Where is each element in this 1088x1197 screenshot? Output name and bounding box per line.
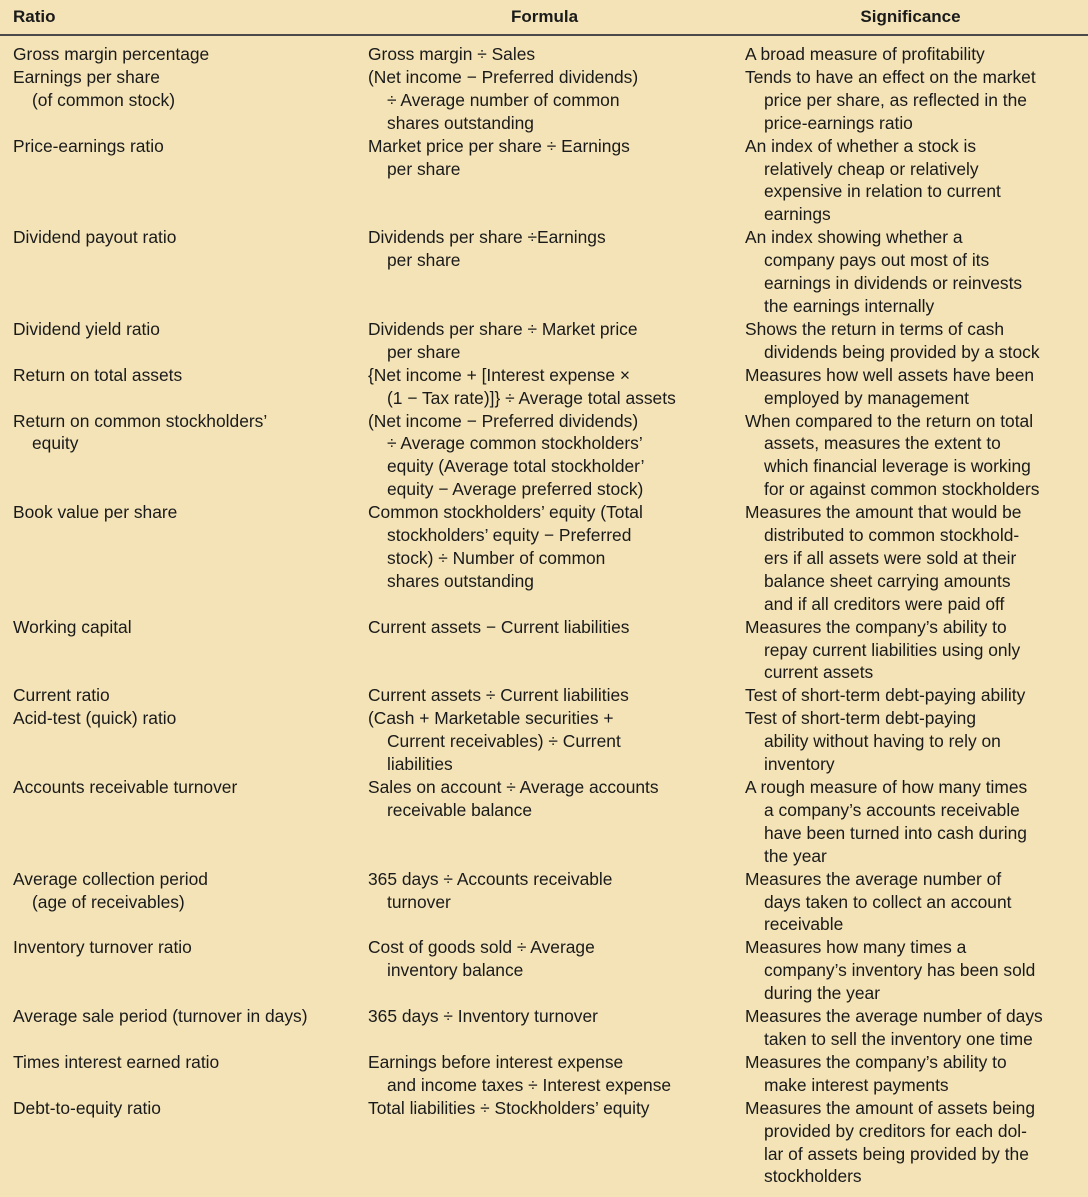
formula-cell-line: 365 days ÷ Accounts receivable xyxy=(368,868,613,889)
ratio-cell xyxy=(0,868,356,937)
ratio-cell-line: Inventory turnover ratio xyxy=(13,937,192,958)
ratio-cell-line: Debt-to-equity ratio xyxy=(13,1097,161,1118)
significance-cell-line: Shows the return in terms of cash xyxy=(745,318,1005,339)
significance-cell-line: for or against common stockholders xyxy=(764,479,1040,500)
significance-cell xyxy=(733,776,1088,868)
formula-cell-line: and income taxes ÷ Interest expense xyxy=(387,1074,672,1095)
ratio-cell-line: Return on total assets xyxy=(13,364,183,385)
header-row xyxy=(0,0,1088,35)
ratio-cell xyxy=(0,226,356,318)
ratio-cell xyxy=(0,707,356,776)
table-row xyxy=(0,1005,1088,1051)
significance-cell-line: during the year xyxy=(764,983,881,1004)
ratio-cell-line: Average sale period (turnover in days) xyxy=(13,1006,308,1027)
formula-cell-line: shares outstanding xyxy=(387,112,534,133)
formula-cell xyxy=(356,66,733,135)
table-row xyxy=(0,868,1088,937)
significance-cell-line: assets, measures the extent to xyxy=(764,433,1001,454)
formula-cell xyxy=(356,936,733,1005)
significance-cell-line: and if all creditors were paid off xyxy=(764,593,1005,614)
significance-cell-line: lar of assets being provided by the xyxy=(764,1143,1029,1164)
formula-cell xyxy=(356,35,733,66)
significance-cell-line: An index of whether a stock is xyxy=(745,135,977,156)
formula-cell-line: Sales on account ÷ Average accounts xyxy=(368,777,659,797)
formula-cell xyxy=(356,226,733,318)
table-row xyxy=(0,936,1088,1005)
formula-cell-line: liabilities xyxy=(387,754,453,775)
significance-cell xyxy=(733,868,1088,937)
formula-cell xyxy=(356,135,733,227)
formula-cell xyxy=(356,776,733,868)
significance-cell-line: Test of short-term debt-paying ability xyxy=(745,685,1026,706)
formula-cell-line: 365 days ÷ Inventory turnover xyxy=(368,1006,598,1027)
formula-cell-line: Earnings before interest expense xyxy=(368,1051,624,1072)
formula-cell xyxy=(356,684,733,707)
significance-cell-line: taken to sell the inventory one time xyxy=(764,1028,1033,1049)
table-header xyxy=(0,0,1088,35)
ratio-cell xyxy=(0,501,356,616)
ratio-cell xyxy=(0,936,356,1005)
significance-cell xyxy=(733,1005,1088,1051)
significance-cell xyxy=(733,135,1088,227)
significance-cell xyxy=(733,501,1088,616)
formula-cell-line: Current assets − Current liabilities xyxy=(368,616,630,637)
formula-cell-line: Dividends per share ÷ Market price xyxy=(368,318,638,339)
significance-cell-line: Measures the amount of assets being xyxy=(745,1097,1036,1118)
ratio-cell-line: Price-earnings ratio xyxy=(13,135,164,156)
significance-cell xyxy=(733,318,1088,364)
significance-cell-line: earnings in dividends or reinvests xyxy=(764,273,1023,294)
ratio-cell-line: Book value per share xyxy=(13,502,178,523)
ratio-cell-line: Current ratio xyxy=(13,685,110,706)
significance-cell-line: Measures the company’s ability to xyxy=(745,616,1007,637)
significance-cell xyxy=(733,364,1088,410)
ratio-cell-line: Acid-test (quick) ratio xyxy=(13,708,177,729)
formula-cell-line: Cost of goods sold ÷ Average xyxy=(368,937,595,958)
significance-cell-line: Measures the amount that would be xyxy=(745,502,1022,523)
significance-cell-line: stockholders xyxy=(764,1166,862,1187)
significance-cell xyxy=(733,1051,1088,1097)
formula-cell-line: per share xyxy=(387,158,461,179)
significance-cell-line: A broad measure of profitability xyxy=(745,44,985,64)
significance-cell-line: employed by management xyxy=(764,387,969,408)
formula-cell-line: {Net income + [Interest expense × xyxy=(368,364,630,385)
formula-cell xyxy=(356,501,733,616)
ratio-cell-line: (of common stock) xyxy=(32,89,176,110)
significance-cell xyxy=(733,707,1088,776)
formula-cell-line: Common stockholders’ equity (Total xyxy=(368,502,643,523)
significance-cell-line: repay current liabilities using only xyxy=(764,639,1021,660)
formula-cell-line: Market price per share ÷ Earnings xyxy=(368,135,630,156)
formula-cell xyxy=(356,868,733,937)
significance-cell xyxy=(733,35,1088,66)
formula-cell-line: (Net income − Preferred dividends) xyxy=(368,410,639,431)
table-row xyxy=(0,226,1088,318)
formula-cell-line: receivable balance xyxy=(387,799,533,820)
significance-cell-line: inventory xyxy=(764,754,835,775)
significance-cell-line: earnings xyxy=(764,204,831,225)
significance-cell-line: ers if all assets were sold at their xyxy=(764,547,1017,568)
significance-cell xyxy=(733,66,1088,135)
significance-cell-line: price-earnings ratio xyxy=(764,112,913,133)
ratio-cell-line: Dividend yield ratio xyxy=(13,318,160,339)
significance-cell-line: distributed to common stockhold- xyxy=(764,525,1020,546)
ratio-cell xyxy=(0,364,356,410)
ratio-cell-line: Accounts receivable turnover xyxy=(13,777,238,797)
significance-cell-line: Measures the average number of days xyxy=(745,1006,1043,1027)
significance-cell-line: the year xyxy=(764,845,827,866)
formula-cell xyxy=(356,707,733,776)
significance-cell xyxy=(733,226,1088,318)
significance-cell-line: have been turned into cash during xyxy=(764,822,1027,843)
formula-cell-line: turnover xyxy=(387,891,451,912)
table-row xyxy=(0,616,1088,685)
ratio-cell-line: Earnings per share xyxy=(13,66,160,87)
significance-cell-line: Measures the average number of xyxy=(745,868,1002,889)
formula-cell-line: Total liabilities ÷ Stockholders’ equity xyxy=(368,1097,650,1118)
significance-cell xyxy=(733,410,1088,502)
significance-cell-line: Measures how well assets have been xyxy=(745,364,1035,385)
ratio-cell xyxy=(0,66,356,135)
formula-cell xyxy=(356,1005,733,1051)
ratio-cell-line: equity xyxy=(32,433,79,454)
significance-cell-line: A rough measure of how many times xyxy=(745,777,1028,797)
table-row xyxy=(0,35,1088,66)
header-ratio: Ratio xyxy=(0,0,356,35)
ratio-cell xyxy=(0,1005,356,1051)
formula-cell-line: per share xyxy=(387,341,461,362)
significance-cell-line: Measures how many times a xyxy=(745,937,967,958)
header-formula: Formula xyxy=(356,0,733,35)
ratio-cell xyxy=(0,1097,356,1189)
significance-cell xyxy=(733,616,1088,685)
significance-cell-line: ability without having to rely on xyxy=(764,731,1001,752)
significance-cell-line: dividends being provided by a stock xyxy=(764,341,1040,362)
ratio-cell xyxy=(0,35,356,66)
significance-cell-line: make interest payments xyxy=(764,1074,949,1095)
ratio-cell xyxy=(0,616,356,685)
table-row xyxy=(0,776,1088,868)
table-row xyxy=(0,364,1088,410)
formula-cell-line: stockholders’ equity − Preferred xyxy=(387,525,632,546)
significance-cell-line: a company’s accounts receivable xyxy=(764,799,1020,820)
formula-cell xyxy=(356,1097,733,1189)
formula-cell-line: ÷ Average common stockholders’ xyxy=(387,433,643,454)
significance-cell-line: relatively cheap or relatively xyxy=(764,158,979,179)
ratio-cell xyxy=(0,1051,356,1097)
significance-cell xyxy=(733,1097,1088,1189)
formula-cell xyxy=(356,616,733,685)
ratio-cell-line: Return on common stockholders’ xyxy=(13,410,268,431)
ratio-cell xyxy=(0,318,356,364)
formula-cell-line: Current receivables) ÷ Current xyxy=(387,731,621,752)
significance-cell-line: current assets xyxy=(764,662,874,683)
significance-cell-line: expensive in relation to current xyxy=(764,181,1001,202)
table-row xyxy=(0,1097,1088,1189)
significance-cell-line: days taken to collect an account xyxy=(764,891,1012,912)
significance-cell xyxy=(733,684,1088,707)
ratio-cell xyxy=(0,684,356,707)
significance-cell-line: price per share, as reflected in the xyxy=(764,89,1027,110)
formula-cell xyxy=(356,1051,733,1097)
formula-cell-line: equity (Average total stockholder’ xyxy=(387,456,645,477)
ratio-cell xyxy=(0,135,356,227)
table-row xyxy=(0,1051,1088,1097)
ratio-cell xyxy=(0,776,356,868)
formula-cell-line: per share xyxy=(387,250,461,271)
formula-cell-line: equity − Average preferred stock) xyxy=(387,479,644,500)
significance-cell-line: Tends to have an effect on the market xyxy=(745,66,1036,87)
table-row xyxy=(0,707,1088,776)
table-row xyxy=(0,684,1088,707)
formula-cell xyxy=(356,410,733,502)
significance-cell-line: provided by creditors for each dol- xyxy=(764,1120,1027,1141)
significance-cell-line: When compared to the return on total xyxy=(745,410,1034,431)
ratio-cell-line: Times interest earned ratio xyxy=(13,1051,220,1072)
formula-cell-line: ÷ Average number of common xyxy=(387,89,620,110)
significance-cell-line: balance sheet carrying amounts xyxy=(764,570,1011,591)
significance-cell-line: Measures the company’s ability to xyxy=(745,1051,1007,1072)
table-row xyxy=(0,135,1088,227)
formula-cell-line: Gross margin ÷ Sales xyxy=(368,44,536,64)
table-body xyxy=(0,35,1088,1188)
table-row xyxy=(0,410,1088,502)
table-row xyxy=(0,501,1088,616)
header-significance: Significance xyxy=(733,0,1088,35)
significance-cell-line: the earnings internally xyxy=(764,295,935,316)
formula-cell-line: (Net income − Preferred dividends) xyxy=(368,66,639,87)
ratio-cell-line: (age of receivables) xyxy=(32,891,185,912)
significance-cell xyxy=(733,936,1088,1005)
formula-cell-line: Current assets ÷ Current liabilities xyxy=(368,685,629,706)
significance-cell-line: company’s inventory has been sold xyxy=(764,960,1036,981)
significance-cell-line: receivable xyxy=(764,914,844,935)
ratio-cell-line: Working capital xyxy=(13,616,132,637)
significance-cell-line: which financial leverage is working xyxy=(764,456,1031,477)
table-row xyxy=(0,66,1088,135)
table-row xyxy=(0,318,1088,364)
formula-cell xyxy=(356,318,733,364)
ratio-cell xyxy=(0,410,356,502)
formula-cell-line: stock) ÷ Number of common xyxy=(387,547,606,568)
ratio-cell-line: Average collection period xyxy=(13,868,208,889)
significance-cell-line: Test of short-term debt-paying xyxy=(745,708,977,729)
ratio-cell-line: Gross margin percentage xyxy=(13,44,210,64)
formula-cell-line: (Cash + Marketable securities + xyxy=(368,708,614,729)
formula-cell-line: shares outstanding xyxy=(387,570,534,591)
formula-cell-line: inventory balance xyxy=(387,960,524,981)
ratio-cell-line: Dividend payout ratio xyxy=(13,227,177,248)
formula-cell-line: Dividends per share ÷Earnings xyxy=(368,227,606,248)
formula-cell xyxy=(356,364,733,410)
significance-cell-line: An index showing whether a xyxy=(745,227,963,248)
significance-cell-line: company pays out most of its xyxy=(764,250,990,271)
formula-cell-line: (1 − Tax rate)]} ÷ Average total assets xyxy=(387,387,676,408)
